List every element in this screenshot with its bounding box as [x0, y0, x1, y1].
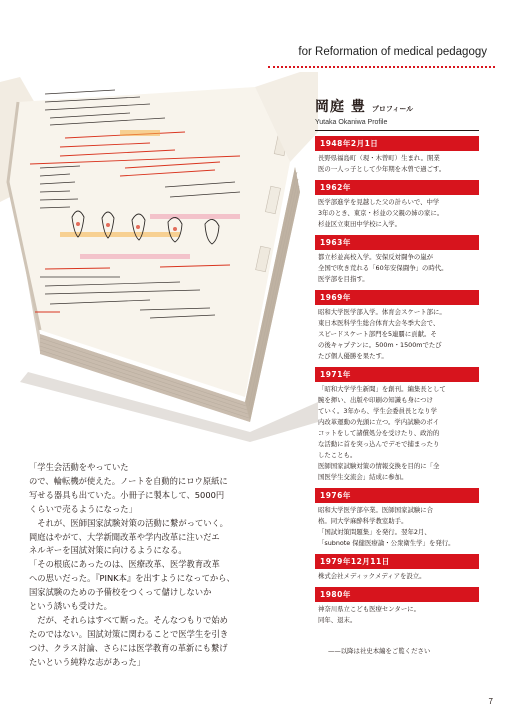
profile-name: 岡庭 豊	[315, 99, 366, 115]
body-line: たいという純粋な志があった」	[29, 656, 146, 667]
entry-line: 3年のとき、東京・杉並の父親の姉の家に。	[318, 209, 444, 217]
profile-footer-note: ——以降は社史本編をご覧ください	[328, 647, 431, 655]
year-entry	[318, 505, 479, 549]
body-line: 「その根底にあったのは、医療改革、医学教育改革	[29, 559, 220, 570]
year-heading: 1969年	[315, 290, 479, 305]
entry-line: 医の一人っ子として少年期を木曽で過ごす。	[318, 165, 446, 173]
entry-line: 神奈川県立こども医療センターに。	[318, 605, 420, 613]
profile-label: プロフィール	[371, 105, 414, 113]
year-heading: 1962年	[315, 180, 479, 195]
entry-line: 長野県福島町（現・木曽町）生まれ。開業	[318, 154, 440, 162]
entry-line: 杉並区立東田中学校に入学。	[318, 220, 402, 228]
header-title: for Reformation of medical pedagogy	[298, 46, 487, 58]
profile-column	[315, 96, 479, 655]
year-heading: 1963年	[315, 235, 479, 250]
entry-line: ていく。3年から、学生会委員長となり学	[318, 407, 437, 415]
year-entry	[318, 307, 479, 362]
year-heading: 1979年12月11日	[315, 554, 479, 569]
page-number: 7	[488, 697, 493, 706]
year-heading: 1971年	[315, 367, 479, 382]
entry-line: 格。同大学麻酔科学教室助手。	[318, 517, 408, 525]
body-line: つけ、クラス討論、さらには医学教育の革新にも繋げ	[29, 642, 228, 653]
body-line: 国家試験のための予備校をつくって儲けしないか	[29, 587, 212, 598]
body-line: それが、医師国家試験対策の活動に繋がっていく。	[29, 517, 228, 528]
entry-line: 国医学生交流会」結成に参加。	[318, 473, 408, 481]
notebook-photo	[0, 72, 318, 442]
entry-line: 腕を揮い、出版や印刷の知識も身につけ	[318, 396, 433, 404]
entry-line: したことも。	[318, 451, 357, 459]
entry-line: 東日本医科学生総合体育大会冬季大会で、	[318, 319, 440, 327]
body-line: 写せる器具も出ていた。小冊子に製本して、5000円	[29, 489, 225, 500]
entry-line: たび個人優勝を果たす。	[318, 352, 388, 360]
entry-line: 昭和大学医学部卒業。医師国家試験に合	[318, 506, 434, 514]
entry-line: 内改革運動の先頭に立つ。学内試験のボイ	[318, 418, 440, 426]
body-line: たのではない。国試対策に関わることで医学生を引き	[29, 628, 229, 639]
body-line: 岡庭はやがて、大学新聞改革や学内改革に注いだエ	[29, 531, 220, 542]
year-entry	[318, 604, 479, 626]
entry-line: 医師国家試験対策の情報交換を目的に「全	[318, 462, 440, 470]
entry-line: 株式会社メディックメディアを設立。	[318, 572, 426, 580]
profile-entries	[315, 136, 479, 626]
entry-line: 「subnote 保健医療論・公衆衛生学」を発行。	[318, 539, 455, 547]
profile-romaji: Yutaka Okaniwa Profile	[315, 119, 388, 126]
entry-line: 「昭和大学学生新聞」を創刊。編集長として	[318, 385, 446, 393]
body-line: ので、輪転機が使えた。ノートを自動的にロウ原紙に	[29, 475, 228, 486]
year-entry	[318, 571, 479, 582]
body-line: だが、それらはすべて断った。そんなつもりで始め	[29, 614, 228, 625]
body-line: への思いだった。『PINK本』を出すようになってから、	[29, 573, 235, 584]
entry-line: コットをして諸償処分を受けたり、政治的	[318, 429, 440, 437]
year-heading: 1980年	[315, 587, 479, 602]
body-line: くらいで売るようになった」	[29, 503, 137, 514]
body-line: ネルギーを国試対策に向けるようになる。	[29, 545, 187, 556]
year-heading: 1948年2月1日	[315, 136, 479, 151]
entry-line: 都立杉並高校入学。安保反対闘争の嵐が	[318, 253, 434, 261]
header-dotted-rule	[268, 66, 495, 68]
entry-line: 同年、退末。	[318, 616, 357, 624]
entry-line: 全国で吹き荒れる「60年安保闘争」の時代。	[318, 264, 448, 272]
year-entry	[318, 252, 479, 285]
body-line: 「学生会活動をやっていた	[29, 462, 129, 472]
entry-line: スピードスケート部門を5連覇に貢献。そ	[318, 330, 437, 338]
entry-line: の後キャプテンに。500m・1500mでたび	[318, 341, 442, 349]
article-body	[29, 461, 297, 670]
entry-line: 医学部進学を見越した父の計らいで、中学	[318, 198, 440, 206]
entry-line: 「国試対策問題集」を発行。翌年2月、	[318, 528, 431, 536]
entry-line: な活動に首を突っ込んでデモで捕まったり	[318, 440, 440, 448]
year-heading: 1976年	[315, 488, 479, 503]
entry-line: 昭和大学医学部入学。体育会スケート部に。	[318, 308, 446, 316]
body-line: という誘いも受けた。	[29, 601, 112, 612]
year-entry	[318, 153, 479, 175]
year-entry	[318, 197, 479, 230]
entry-line: 医学部を目指す。	[318, 275, 369, 283]
profile-rule	[315, 130, 479, 131]
year-entry	[318, 384, 479, 483]
